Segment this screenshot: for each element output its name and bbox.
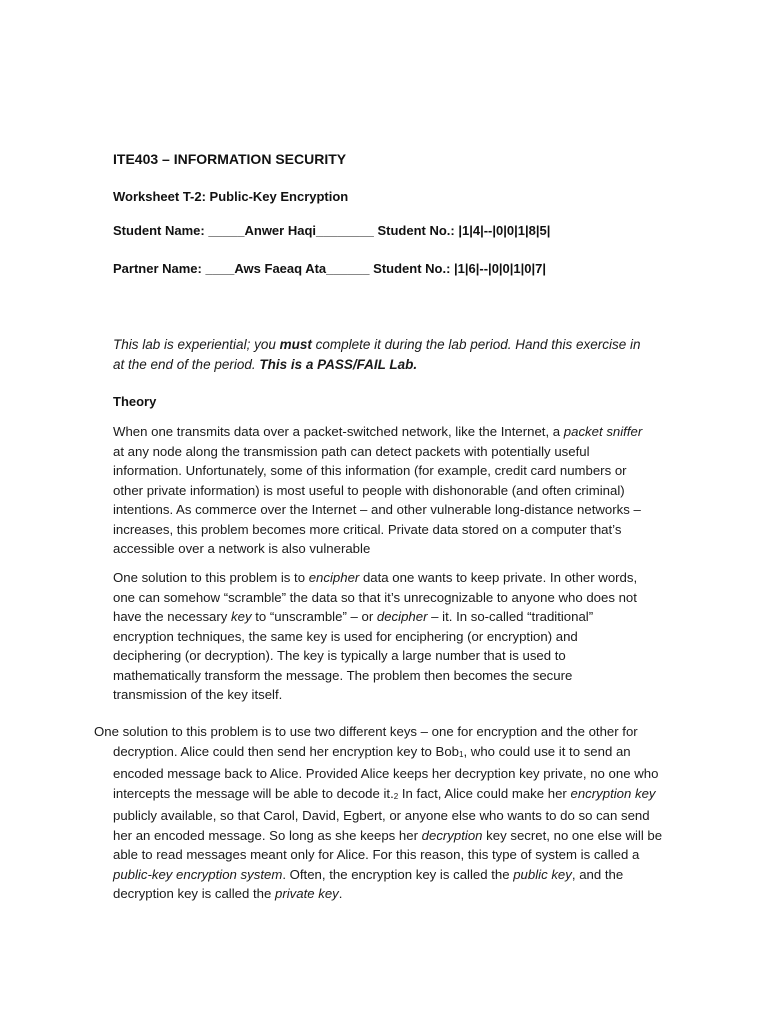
lab-instructions-note — [113, 335, 653, 375]
p3-text-i: . Often, the encryption key is called the — [282, 866, 514, 882]
p3-term-encryption-key: encryption key — [570, 785, 656, 801]
footnote-marker-1: 1 — [459, 749, 464, 759]
p2-text-c: data one wants to keep private. In other words, one can somehow “scramble” the data so that it’s unrecognizable to anyone who does not have the necessary — [113, 570, 638, 624]
note-text-1: This lab is experiential; you — [113, 337, 280, 352]
note-text-2: complete it during the lab period. Hand this exercise in at the end of the period. — [113, 337, 641, 372]
p3-text-m: . — [338, 886, 343, 901]
note-must-emphasis: must — [279, 337, 312, 352]
p3-term-public-key-system: public-key encryption system — [113, 866, 283, 882]
worksheet-subtitle: Worksheet T-2: Public-Key Encryption — [113, 189, 349, 204]
theory-paragraph-2 — [113, 568, 643, 705]
p3-text-b: , who could use it to send an encoded message back to Alice. Provided Alice keeps her decryption key private, no one who intercepts the message will be able to decode it. — [113, 743, 659, 801]
document-title: ITE403 – INFORMATION SECURITY — [113, 151, 347, 167]
theory-paragraph-1 — [113, 422, 643, 559]
p3-text-c: In fact, Alice could make her — [398, 785, 571, 801]
p2-text-e: to “unscramble” – or — [251, 609, 377, 624]
p3-term-decryption: decryption — [421, 827, 483, 843]
note-passfail-emphasis: This is a PASS/FAIL Lab. — [259, 357, 418, 372]
p1-text-a: When one transmits data over a packet-switched network, like the Internet, a — [113, 424, 564, 439]
p1-text-c: at any node along the transmission path can detect packets with potentially useful information. Unfortunately, some of this information (for example, credit card numbers or other private information) is most useful to people with dishonorable (and often criminal) intentions. As commerce over the Internet – and other vulnerable long-distance networks – increases, this problem becomes more critical. Private data stored on a computer that’s accessible over a network is also vulnerable — [113, 443, 641, 556]
p2-term-encipher: encipher — [308, 570, 360, 585]
p2-text-a: One solution to this problem is to — [113, 570, 309, 585]
p2-text-g: – it. In so-called “traditional” encryption techniques, the same key is used for enciphering (or encryption) and deciphering (or decryption). The key is typically a large number that is used to mathematically transform the message. The problem then becomes the secure transmission of the key itself. — [113, 609, 594, 702]
footnote-marker-2: 2 — [393, 791, 399, 801]
p3-text-k: , and the decryption key is called the — [113, 866, 624, 901]
p3-term-private-key: private key — [275, 886, 339, 901]
theory-paragraph-3 — [94, 722, 663, 904]
p3-text-g: key secret, no one else will be able to read messages meant only for Alice. For this reason, this type of system is called a — [113, 827, 663, 862]
p3-term-public-key: public key — [513, 866, 572, 882]
theory-heading: Theory — [113, 394, 157, 409]
p2-term-key: key — [231, 609, 252, 624]
student-info-line: Student Name: _____Anwer Haqi________ Student No.: |1|4|--|0|0|1|8|5| — [113, 223, 551, 238]
p3-text-e: publicly available, so that Carol, David, Egbert, or anyone else who wants to do so can send her an encoded message. So long as she keeps her — [113, 808, 650, 843]
p1-term-packet-sniffer: packet sniffer — [563, 424, 643, 439]
p2-term-decipher: decipher — [376, 609, 428, 624]
p3-text-a: One solution to this problem is to use two different keys – one for encryption and the other for decryption. Alice could then send her encryption key to Bob — [94, 724, 638, 759]
partner-info-line: Partner Name: ____Aws Faeaq Ata______ Student No.: |1|6|--|0|0|1|0|7| — [113, 261, 547, 276]
